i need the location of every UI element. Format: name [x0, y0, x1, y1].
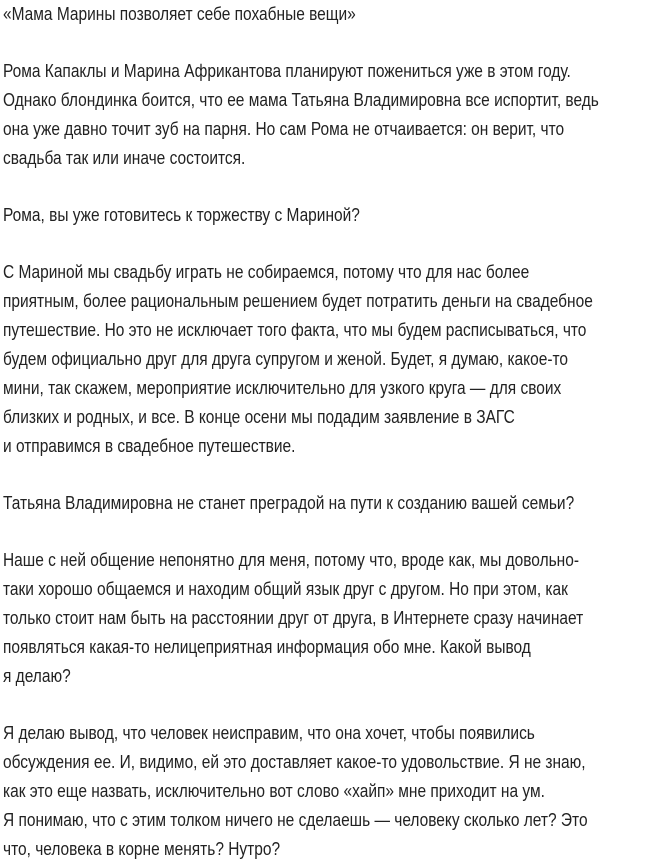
paragraph-gap [3, 461, 670, 489]
text-line: С Мариной мы свадьбу играть не собираемся, потому что для нас более [3, 262, 530, 282]
interview-question: Рома, вы уже готовитесь к торжеству с Мариной? [3, 205, 360, 225]
text-line: Я делаю вывод, что человек неисправим, что она хочет, чтобы появились [3, 723, 535, 743]
text-line: только стоит нам быть на расстоянии друг от друга, в Интернете сразу начинает [3, 608, 584, 628]
intro-paragraph [3, 57, 670, 173]
text-line: будем официально друг для друга супругом и женой. Будет, я думаю, какое-то [3, 349, 569, 369]
text-line: появляться какая-то нелицеприятная информация обо мне. Какой вывод [3, 637, 531, 657]
interview-question: Татьяна Владимировна не станет преградой на пути к созданию вашей семьи? [3, 493, 575, 513]
text-line: как это еще назвать, исключительно вот слово «хайп» мне приходит на ум. [3, 781, 545, 801]
text-line: обсуждения ее. И, видимо, ей это доставляет какое-то удовольствие. Я не знаю, [3, 752, 586, 772]
answer-paragraph [3, 258, 670, 461]
text-line: приятным, более рациональным решением будет потратить деньги на свадебное [3, 291, 593, 311]
text-line: путешествие. Но это не исключает того факта, что мы будем расписываться, что [3, 320, 587, 340]
paragraph-gap [3, 173, 670, 201]
article [3, 0, 670, 864]
paragraph-gap [3, 230, 670, 258]
paragraph-gap [3, 691, 670, 719]
text-line: что, человека в корне менять? Нутро? [3, 839, 281, 859]
text-line: близких и родных, и все. В конце осени мы подадим заявление в ЗАГС [3, 407, 515, 427]
article-title: «Мама Марины позволяет себе похабные вещи» [3, 4, 356, 24]
text-line: Я понимаю, что с этим толком ничего не сделаешь — человеку сколько лет? Это [3, 810, 588, 830]
answer-paragraph [3, 546, 670, 691]
text-line: я делаю? [3, 666, 71, 686]
paragraph-gap [3, 29, 670, 57]
text-line: свадьба так или иначе состоится. [3, 148, 246, 168]
text-line: она уже давно точит зуб на парня. Но сам Рома не отчаивается: он верит, что [3, 119, 565, 139]
text-line: таки хорошо общаемся и находим общий язык друг с другом. Но при этом, как [3, 579, 568, 599]
text-line: мини, так скажем, мероприятие исключительно для узкого круга — для своих [3, 378, 562, 398]
paragraph-gap [3, 518, 670, 546]
text-line: Наше с ней общение непонятно для меня, потому что, вроде как, мы довольно- [3, 550, 579, 570]
answer-paragraph [3, 719, 670, 864]
text-line: и отправимся в свадебное путешествие. [3, 436, 296, 456]
text-line: Однако блондинка боится, что ее мама Татьяна Владимировна все испортит, ведь [3, 90, 599, 110]
text-line: Рома Капаклы и Марина Африкантова планируют пожениться уже в этом году. [3, 61, 571, 81]
